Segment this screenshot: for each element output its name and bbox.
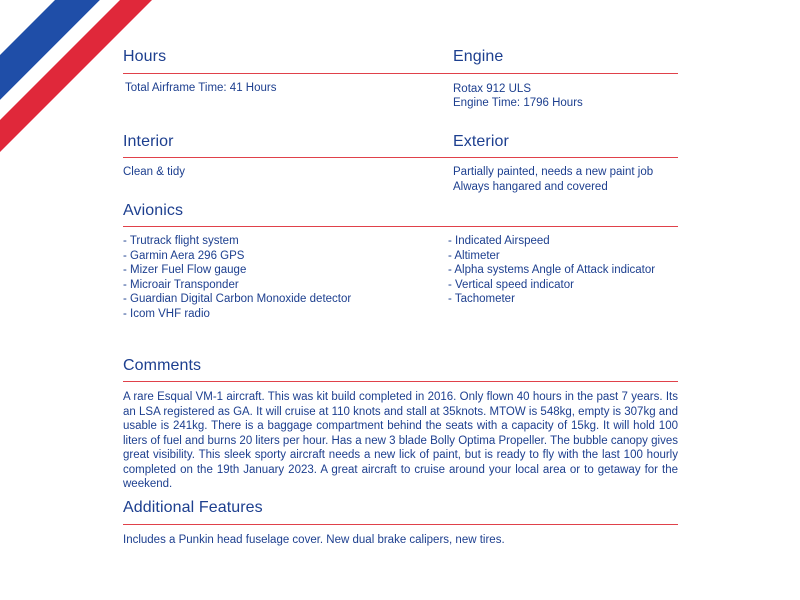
avionics-rule (123, 226, 678, 227)
list-item: - Microair Transponder (123, 278, 239, 291)
engine-heading: Engine (453, 48, 504, 65)
additional-features-text: Includes a Punkin head fuselage cover. New dual brake calipers, new tires. (123, 534, 505, 546)
comments-text: A rare Esqual VM-1 aircraft. This was kit build completed in 2016. Only flown 40 hours in the past 7 years. Its an LSA registered as GA. It will cruise at 110 knots and stall at 35knots. MTOW is 548kg, empty is 307kg and usable is 241kg. There is a baggage compartment behind the seats with a capacity of 15kg. It will hold 100 liters of fuel and burns 20 liters per hour. Has a new 3 blade Bolly Optima Propeller. The bubble canopy gives great visibility. This sleek sporty aircraft needs a new lick of paint, but is ready to fly with the last 100 hourly completed on the 19th January 2023. A great aircraft to cruise around your local area or to getaway for the weekend. (123, 391, 678, 490)
interior-text: Clean & tidy (123, 166, 186, 178)
avionics-list-left (123, 234, 351, 321)
list-item: - Tachometer (448, 293, 515, 305)
hours-heading: Hours (123, 48, 167, 65)
interior-heading: Interior (123, 133, 174, 150)
engine-model: Rotax 912 ULS (453, 83, 531, 95)
list-item: - Trutrack flight system (123, 235, 239, 247)
exterior-line-1: Partially painted, needs a new paint job (453, 166, 654, 178)
list-item: - Altimeter (448, 249, 500, 262)
exterior-heading: Exterior (453, 133, 509, 150)
exterior-line-2: Always hangared and covered (453, 181, 608, 193)
list-item: - Garmin Aera 296 GPS (123, 249, 245, 262)
engine-time: Engine Time: 1796 Hours (453, 97, 583, 109)
comments-heading: Comments (123, 357, 202, 374)
hours-rule (123, 73, 678, 74)
list-item: - Indicated Airspeed (448, 235, 550, 247)
comments-rule (123, 381, 678, 382)
avionics-heading: Avionics (123, 202, 184, 219)
additional-features-rule (123, 524, 678, 525)
avionics-list-right (448, 234, 655, 307)
list-item: - Guardian Digital Carbon Monoxide detector (123, 293, 352, 305)
hours-total-airframe-time: Total Airframe Time: 41 Hours (125, 82, 277, 94)
interior-rule (123, 157, 678, 158)
list-item: - Alpha systems Angle of Attack indicator (448, 264, 656, 276)
list-item: - Vertical speed indicator (448, 278, 574, 291)
list-item: - Mizer Fuel Flow gauge (123, 264, 247, 276)
list-item: - Icom VHF radio (123, 307, 210, 320)
additional-features-heading: Additional Features (123, 499, 263, 516)
